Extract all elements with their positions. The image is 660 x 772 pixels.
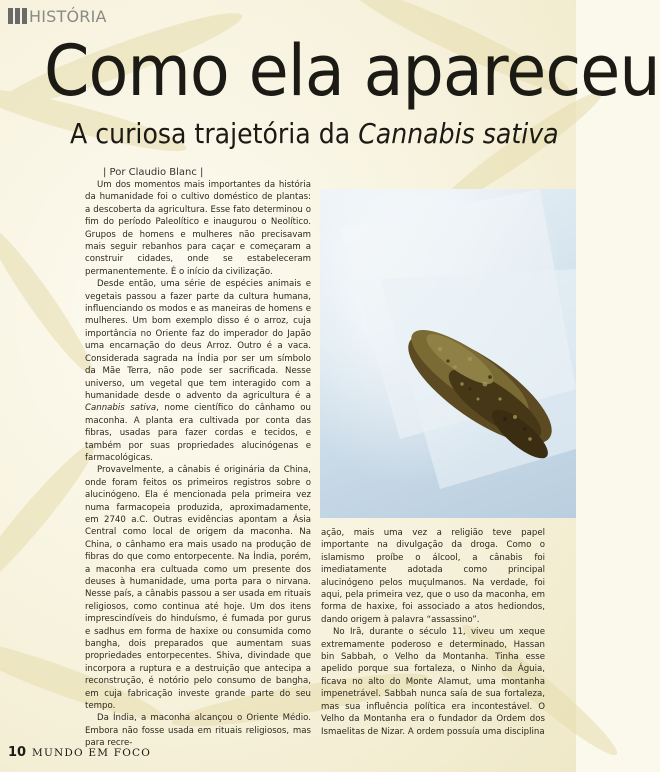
paragraph-text: , nome científico do cânhamo ou maconha. A planta era cultivada por conta das fibras, usadas para fazer cordas e tecidos, e também por suas propriedades alucinógenas e farmacológicas. xyxy=(85,403,311,463)
cannabis-pile-image xyxy=(320,189,576,518)
paragraph: Provavelmente, a cânabis é originária da China, onde foram feitos os primeiros registros sobre o alucinógeno. Ela é mencionada pela primeira vez numa farmacopeia produzida, aproximadamente, em 2740 a.C. Outras evidências apontam a Ásia Central como local de origem da maconha. Na China, o cânhamo era mais usado na produção de fibras do que como entorpecente. Na Índia, porém, a maconha era cultuada como um presente dos deuses à humanidade, uma porta para o nirvana. Nesse país, a cânabis passou a ser usada em rituais religiosos, como continua até hoje. Um dos itens imprescindíveis do hinduísmo, é fumada por gurus e sadhus em forma de haxixe ou consumida como bangha, dois preparados que aumentam suas propriedades entorpecentes. Shiva, divindade que incorpora a ruptura e a destruição que antecipa a reconstrução, é notório pelo consumo de bangha, em cuja fabricação investe grande parte do seu tempo. xyxy=(85,465,311,712)
article-column-2 xyxy=(321,527,545,738)
article-subtitle xyxy=(70,117,559,150)
subtitle-italic: Cannabis sativa xyxy=(358,117,559,150)
cannabis-photo xyxy=(320,189,576,518)
section-tag xyxy=(8,6,107,26)
paragraph-text: Desde então, uma série de espécies animais e vegetais passou a fazer parte da cultura humana, influenciando os modos e as maneiras de homens e mulheres. Um bom exemplo disso é o arroz, cuja importância no Oriente faz do imperador do Japão uma encarnação do deus Arroz. Outro é a vaca. Considerada sagrada na Índia por ser um símbolo da Mãe Terra, não pode ser sacrificada. Nesse universo, um vegetal que tem interagido com a humanidade desde o advento da agricultura é a xyxy=(85,279,311,401)
paragraph xyxy=(85,278,311,464)
section-bars-icon xyxy=(8,8,27,24)
page-number: 10 xyxy=(8,745,27,760)
byline: | Por Claudio Blanc | xyxy=(103,167,204,178)
section-label: HISTÓRIA xyxy=(29,6,107,26)
article-column-1 xyxy=(85,179,311,750)
magazine-name: MUNDO EM FOCO xyxy=(32,747,152,759)
subtitle-text: A curiosa trajetória da xyxy=(70,117,359,150)
paragraph: ação, mais uma vez a religião teve papel importante na divulgação da droga. Como o islamismo proíbe o álcool, a cânabis foi imediatamente adotada como principal alucinógeno pelos muçulmanos. Na verdade, foi aqui, pela primeira vez, que o uso da maconha, em forma de haxixe, foi associado a atos hediondos, dando origem à palavra “assassino”. xyxy=(321,528,545,625)
article-title: Como ela apareceu xyxy=(44,30,660,112)
paragraph: Um dos momentos mais importantes da história da humanidade foi o cultivo doméstico de plantas: a descoberta da agricultura. Esse fato determinou o fim do período Paleolítico e inaugurou o Neolítico. Grupos de homens e mulheres não precisavam mais seguir rebanhos para caçar e começaram a construir cidades, onde se estabeleceram permanentemente. É o início da civilização. xyxy=(85,180,311,277)
paragraph: Da Índia, a maconha alcançou o Oriente Médio. Embora não fosse usada em rituais religiosos, mas para recre- xyxy=(85,713,311,749)
scientific-name: Cannabis sativa xyxy=(85,403,157,414)
page-footer xyxy=(0,740,576,772)
paragraph: No Irã, durante o século 11, viveu um xeque extremamente poderoso e determinado, Hassan bin Sabbah, o Velho da Montanha. Tinha esse apelido porque sua fortaleza, o Ninho da Águia, ficava no alto do Monte Alamut, uma montanha impenetrável. Sabbah nunca saía de sua fortaleza, mas sua influência política era incontestável. O Velho da Montanha era o fundador da Ordem dos Ismaelitas de Nizar. A ordem possuía uma disciplina xyxy=(321,627,545,737)
